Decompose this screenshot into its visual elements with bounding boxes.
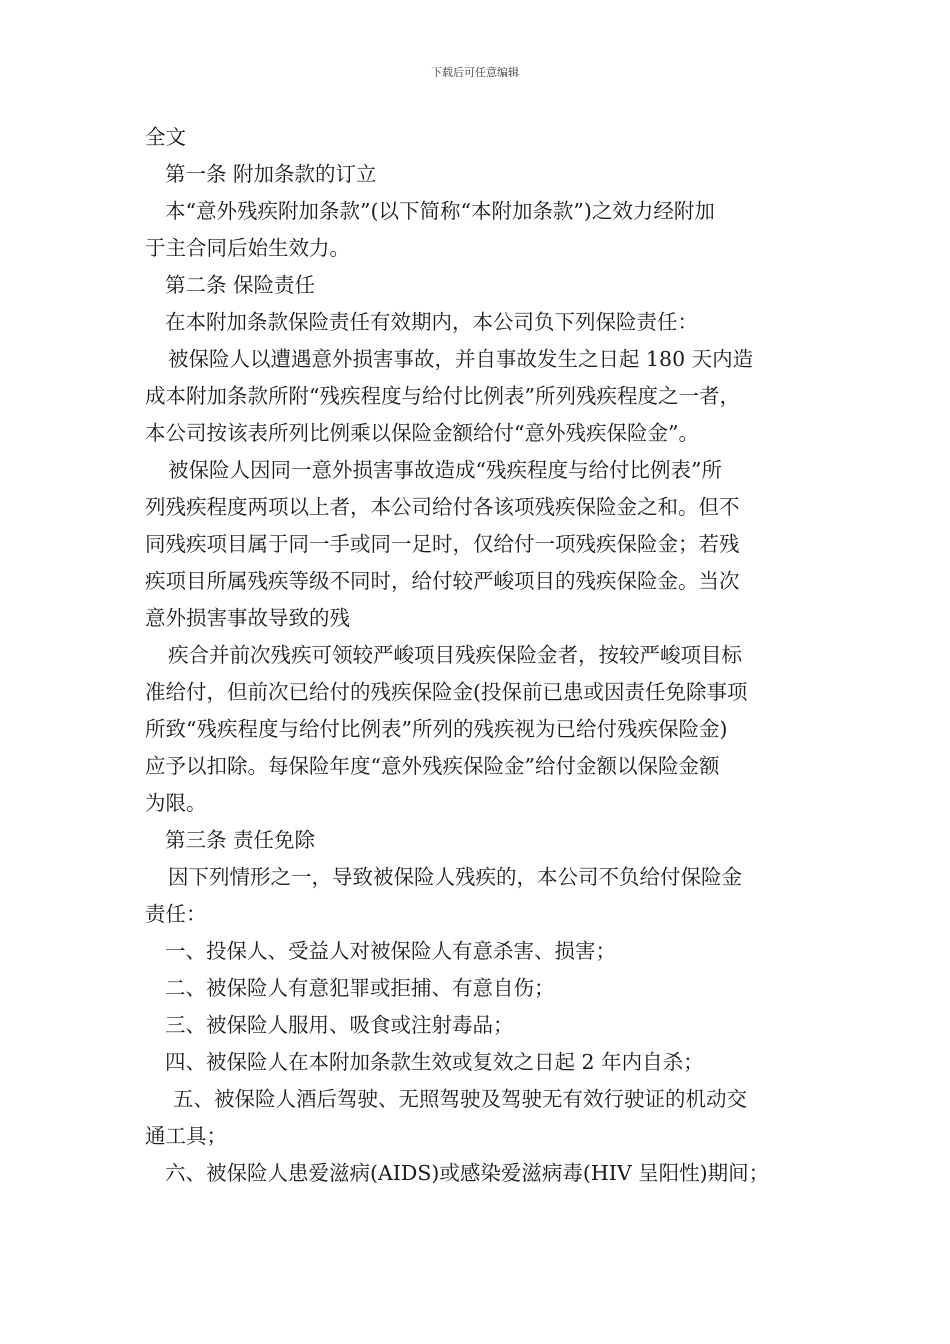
text-line: 准给付，但前次已给付的残疾保险金(投保前已患或因责任免除事项 — [145, 680, 748, 704]
text-line: 六、被保险人患爱滋病(AIDS)或感染爱滋病毒(HIV 呈阳性)期间； — [165, 1161, 770, 1185]
text-line: 疾合并前次残疾可领较严峻项目残疾保险金者，按较严峻项目标 — [168, 643, 742, 667]
text-line: 责任： — [145, 902, 207, 926]
text-line: 所致“残疾程度与给付比例表”所列的残疾视为已给付残疾保险金) — [145, 717, 728, 741]
text-line: 三、被保险人服用、吸食或注射毒品； — [165, 1013, 514, 1037]
text-line: 第二条 保险责任 — [165, 273, 316, 297]
text-line: 四、被保险人在本附加条款生效或复效之日起 2 年内自杀； — [165, 1050, 704, 1074]
text-line: 于主合同后始生效力。 — [145, 236, 350, 260]
document-body — [145, 119, 825, 1192]
text-line: 成本附加条款所附“残疾程度与给付比例表”所列残疾程度之一者， — [145, 384, 740, 408]
text-line: 一、投保人、受益人对被保险人有意杀害、损害； — [165, 939, 616, 963]
text-line: 本公司按该表所列比例乘以保险金额给付“意外残疾保险金”。 — [145, 421, 699, 445]
text-line: 被保险人以遭遇意外损害事故，并自事故发生之日起 180 天内造 — [168, 347, 754, 371]
text-line: 二、被保险人有意犯罪或拒捕、有意自伤； — [165, 976, 555, 1000]
text-line: 疾项目所属残疾等级不同时，给付较严峻项目的残疾保险金。当次 — [145, 569, 740, 593]
text-line: 应予以扣除。每保险年度“意外残疾保险金”给付金额以保险金额 — [145, 754, 720, 778]
text-line: 意外损害事故导致的残 — [145, 606, 350, 630]
text-line: 被保险人因同一意外损害事故造成“残疾程度与给付比例表”所 — [168, 458, 722, 482]
text-line: 第三条 责任免除 — [165, 828, 316, 852]
page-header: 下载后可任意编辑 — [431, 66, 519, 79]
text-line: 因下列情形之一，导致被保险人残疾的，本公司不负给付保险金 — [168, 865, 742, 889]
text-line: 同残疾项目属于同一手或同一足时，仅给付一项残疾保险金；若残 — [145, 532, 740, 556]
text-line: 五、被保险人酒后驾驶、无照驾驶及驾驶无有效行驶证的机动交 — [173, 1087, 747, 1111]
text-line: 第一条 附加条款的订立 — [165, 162, 377, 186]
text-line: 全文 — [145, 125, 186, 149]
text-line: 本“意外残疾附加条款”(以下简称“本附加条款”)之效力经附加 — [165, 199, 715, 223]
text-line: 在本附加条款保险责任有效期内，本公司负下列保险责任： — [165, 310, 698, 334]
text-line: 列残疾程度两项以上者，本公司给付各该项残疾保险金之和。但不 — [145, 495, 740, 519]
text-line: 通工具； — [145, 1124, 227, 1148]
text-line: 为限。 — [145, 791, 207, 815]
